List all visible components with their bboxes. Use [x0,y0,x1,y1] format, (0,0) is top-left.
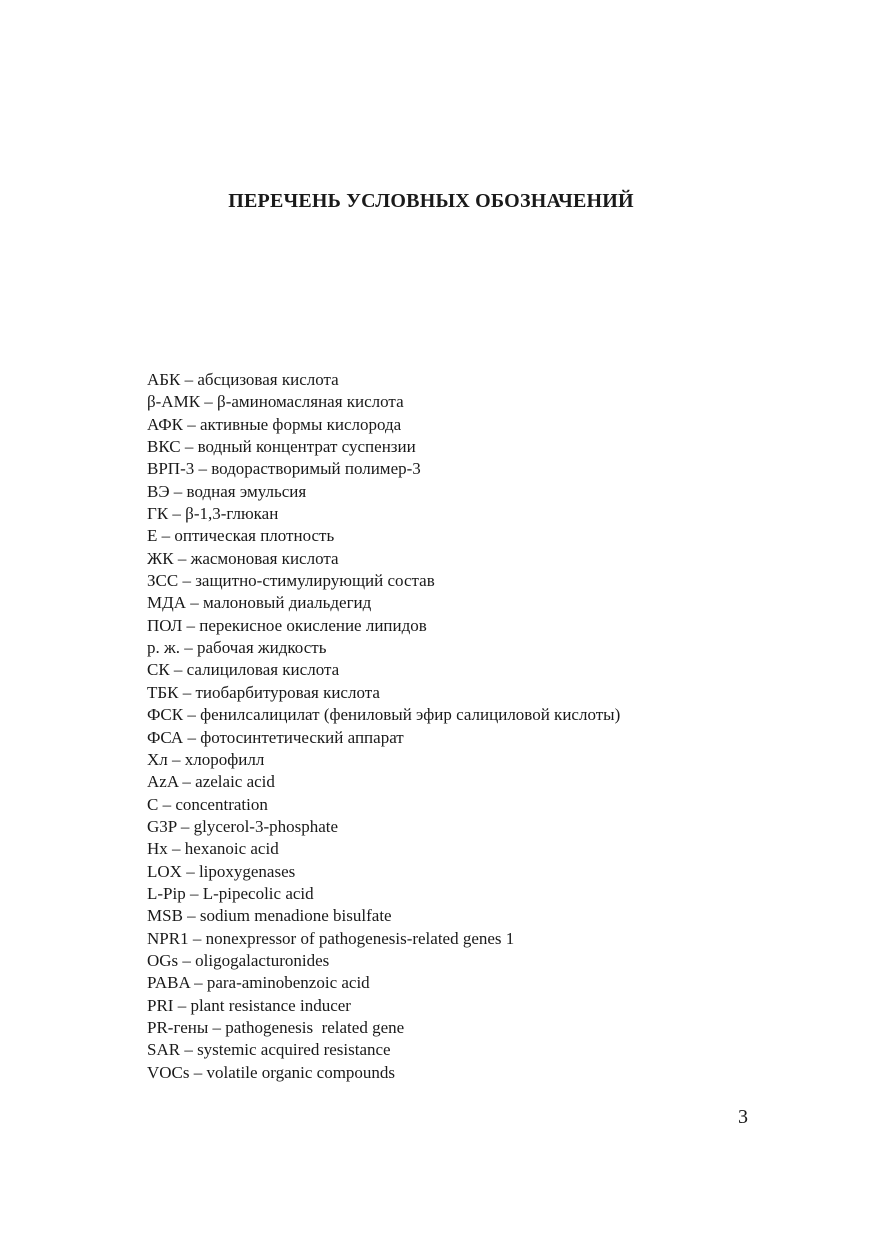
list-item: р. ж. – рабочая жидкость [147,638,327,658]
list-item: PABA – para-aminobenzoic acid [147,973,370,993]
list-item: AzA – azelaic acid [147,772,275,792]
page-number: 3 [738,1106,748,1128]
list-item: ВКС – водный концентрат суспензии [147,437,416,457]
list-item: Hx – hexanoic acid [147,839,279,859]
list-item: C – concentration [147,794,268,814]
list-item: PR-гены – pathogenesis related gene [147,1017,405,1037]
list-item: ЗСС – защитно-стимулирующий состав [147,571,435,591]
list-item: ВЭ – водная эмульсия [147,481,307,501]
list-item: VOCs – volatile organic compounds [147,1062,396,1082]
list-item: Хл – хлорофилл [147,749,265,769]
list-item: ПОЛ – перекисное окисление липидов [147,615,427,635]
list-item: NPR1 – nonexpressor of pathogenesis-related genes 1 [147,928,515,948]
list-item: MSB – sodium menadione bisulfate [147,906,392,926]
list-item: АБК – абсцизовая кислота [147,370,339,389]
list-item: LOX – lipoxygenases [147,861,296,881]
list-item: ВРП-3 – водорастворимый полимер-3 [147,459,421,479]
list-item: МДА – малоновый диальдегид [147,593,372,613]
list-item: АФК – активные формы кислорода [147,414,402,434]
list-item: ЖК – жасмоновая кислота [147,548,339,568]
list-item: ФСА – фотосинтетический аппарат [147,727,404,747]
list-item: OGs – oligogalacturonides [147,950,330,970]
list-item: СК – салициловая кислота [147,660,340,680]
list-item: ГК – β-1,3-глюкан [147,504,279,524]
list-item: Е – оптическая плотность [147,526,335,546]
abbreviation-list [147,369,620,1084]
list-item: ФСК – фенилсалицилат (фениловый эфир салициловой кислоты) [147,705,621,725]
page-title: ПЕРЕЧЕНЬ УСЛОВНЫХ ОБОЗНАЧЕНИЙ [228,190,634,212]
list-item: PRI – plant resistance inducer [147,995,351,1015]
list-item: ТБК – тиобарбитуровая кислота [147,682,380,702]
list-item: SAR – systemic acquired resistance [147,1040,391,1060]
list-item: G3P – glycerol-3-phosphate [147,816,339,836]
list-item: β-АМК – β-аминомасляная кислота [147,392,404,412]
list-item: L-Pip – L-pipecolic acid [147,883,314,903]
